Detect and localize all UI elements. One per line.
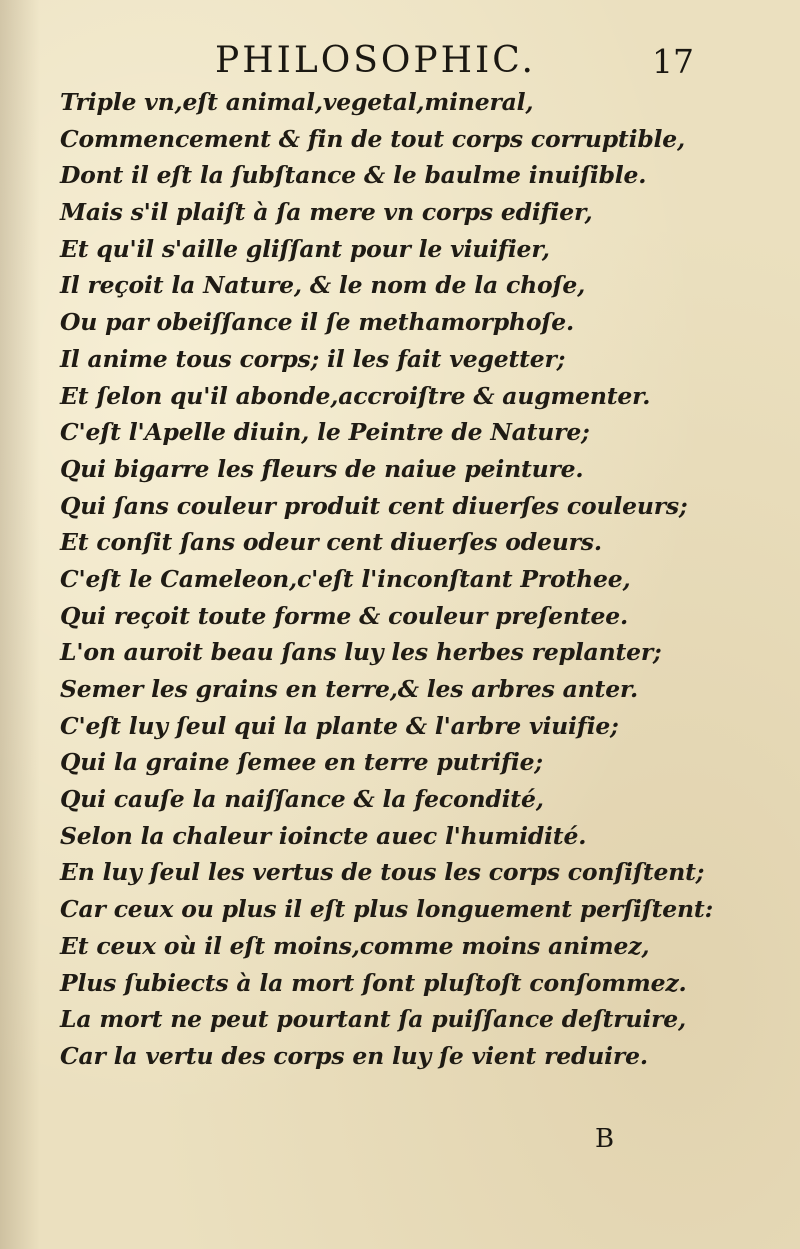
running-head-title: PHILOSOPHIC. — [215, 40, 536, 81]
verse-line: C'eſt l'Apelle diuin, le Peintre de Nature; — [60, 418, 590, 447]
verse-line: C'eſt luy ſeul qui la plante & l'arbre viuifie; — [60, 711, 619, 740]
verse-line: Commencement & fin de tout corps corruptible, — [60, 124, 686, 153]
verse-line: Et ſelon qu'il abonde,accroiſtre & augmenter. — [60, 381, 651, 410]
verse-line: Et conſit ſans odeur cent diuerſes odeurs. — [60, 528, 602, 557]
verse-line: Qui reçoit toute forme & couleur preſentee. — [60, 601, 628, 630]
verse-text — [60, 84, 760, 1075]
verse-line: Il reçoit la Nature, & le nom de la choſe, — [60, 271, 586, 300]
verse-line: Car la vertu des corps en luy ſe vient reduire. — [60, 1041, 648, 1070]
verse-line: Qui bigarre les fleurs de naiue peinture. — [60, 454, 584, 483]
verse-line: Et qu'il s'aille gliſſant pour le viuifier, — [60, 234, 550, 263]
verse-line: Mais s'il plaiſt à ſa mere vn corps edifier, — [60, 198, 593, 227]
verse-line: Car ceux ou plus il eſt plus longuement perſiſtent: — [60, 895, 714, 924]
verse-line: Dont il eſt la ſubſtance & le baulme inuiſible. — [60, 161, 647, 190]
verse-line: Qui ſans couleur produit cent diuerſes couleurs; — [60, 491, 688, 520]
verse-line: Semer les grains en terre,& les arbres anter. — [60, 675, 638, 703]
verse-line: Ou par obeiſſance il ſe methamorphoſe. — [60, 308, 574, 337]
verse-line: Et ceux où il eſt moins,comme moins animez, — [60, 931, 650, 960]
signature-mark: B — [595, 1124, 615, 1154]
verse-line: L'on auroit beau ſans luy les herbes replanter; — [60, 638, 662, 667]
verse-line: Triple vn,eſt animal,vegetal,mineral, — [60, 88, 534, 116]
verse-line: Selon la chaleur ioincte auec l'humidité. — [60, 821, 587, 850]
verse-line: Qui cauſe la naiſſance & la fecondité, — [60, 785, 544, 814]
page-number: 17 — [652, 42, 694, 81]
verse-line: Qui la graine ſemee en terre putrifie; — [60, 748, 543, 777]
verse-line: Plus ſubiects à la mort ſont pluſtoſt conſommez. — [60, 968, 687, 997]
verse-line: La mort ne peut pourtant ſa puiſſance deſtruire, — [60, 1005, 686, 1034]
verse-line: En luy ſeul les vertus de tous les corps conſiſtent; — [60, 858, 705, 887]
page-edge-shadow — [0, 0, 40, 1249]
verse-line: Il anime tous corps; il les fait vegetter; — [60, 344, 566, 373]
running-head — [0, 40, 800, 90]
verse-line: C'eſt le Cameleon,c'eſt l'inconſtant Prothee, — [60, 564, 631, 593]
